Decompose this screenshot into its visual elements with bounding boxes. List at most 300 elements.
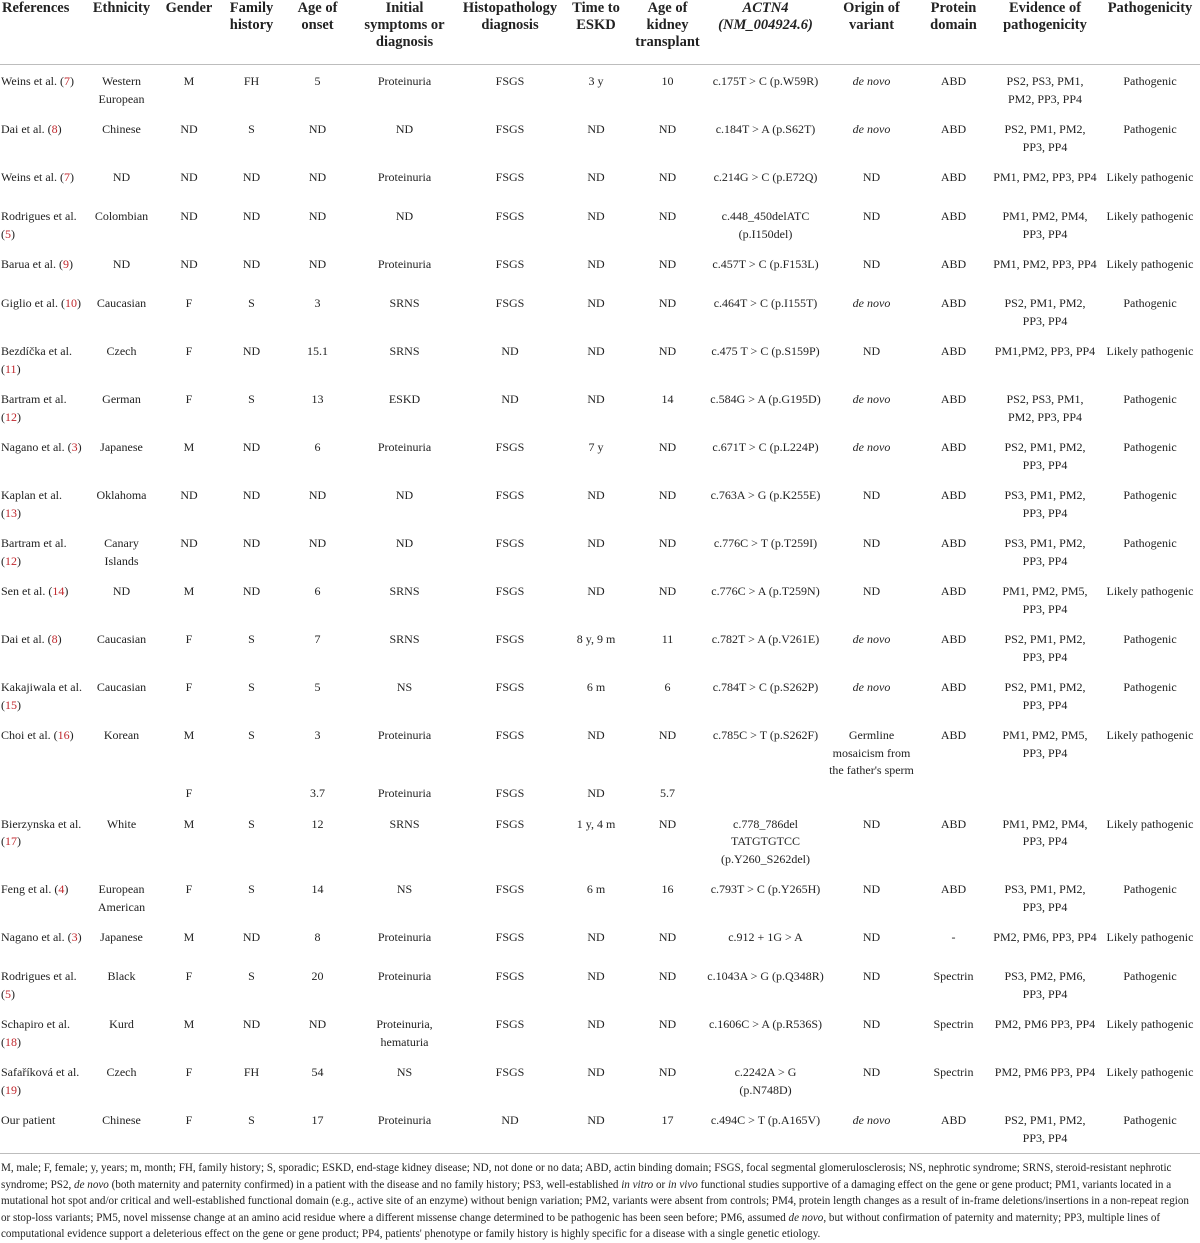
cell-origin: Germline mosaicism from the father's sperm [829, 728, 914, 777]
reference-author: Bierzynska et al. ( [1, 816, 82, 848]
cell-evidence: PS2, PS3, PM1, PM2, PP3, PP4 [1006, 392, 1084, 424]
cell-initial-symptoms: ND [395, 488, 414, 502]
cell-origin: ND [862, 882, 881, 896]
cell-time-to-eskd: ND [562, 1104, 630, 1154]
cell-reference [0, 161, 84, 200]
cell-gender: F [185, 785, 193, 800]
cell-age-of-onset: ND [308, 170, 327, 184]
cell-ethnicity: Colombian [94, 209, 149, 223]
cell-ethnicity: Japanese [100, 440, 143, 454]
cell-initial-symptoms: Proteinuria [377, 930, 432, 944]
cell-histopathology: ND [458, 1104, 562, 1154]
table-row [0, 479, 1200, 527]
reference-close-paren: ) [17, 697, 21, 712]
cell-reference [0, 921, 84, 960]
cell-origin: de novo [852, 680, 891, 694]
cell-protein-domain: ABD [940, 882, 967, 896]
cell-evidence: PS2, PM1, PM2, PP3, PP4 [1004, 680, 1086, 712]
cell-histopathology: FSGS [495, 728, 525, 742]
cell-protein-domain: ABD [940, 209, 967, 223]
cell-time-to-eskd: ND [587, 488, 605, 502]
table-row [0, 65, 1200, 114]
reference-author: Choi et al. ( [1, 728, 58, 742]
reference-citation-link[interactable]: 7 [64, 170, 71, 184]
cell-family-history: ND [242, 584, 261, 598]
table-row [0, 785, 1200, 808]
header-row [0, 0, 1200, 65]
cell-age-of-onset: 3 [314, 296, 321, 310]
reference-close-paren: ) [17, 505, 21, 520]
reference-close-paren: ) [64, 584, 69, 598]
cell-protein-domain: ABD [940, 296, 967, 310]
cell-protein-domain: ABD [940, 680, 967, 694]
cell-age-of-onset: 13 [311, 392, 324, 406]
cell-variant: c.793T > C (p.Y265H) [710, 882, 821, 896]
cell-time-to-eskd: ND [587, 257, 605, 271]
reference-citation-link[interactable]: 11 [5, 361, 17, 376]
reference-citation-link[interactable]: 16 [57, 728, 70, 742]
cell-pathogenicity: Pathogenic [1123, 882, 1177, 896]
reference-author: Schapiro et al. ( [1, 1017, 70, 1049]
cell-reference [0, 1056, 84, 1104]
cell-protein-domain: ABD [940, 728, 967, 742]
cell-origin: de novo [852, 392, 891, 406]
cell-family-history: ND [242, 209, 261, 223]
cell-age-of-transplant: ND [658, 584, 677, 598]
table-row [0, 719, 1200, 785]
cell-histopathology: FSGS [495, 1065, 525, 1079]
cell-protein-domain: ABD [917, 1104, 990, 1154]
cell-time-to-eskd: ND [587, 785, 605, 800]
cell-age-of-transplant: ND [658, 728, 677, 742]
cell-pathogenicity: Likely pathogenic [1106, 209, 1194, 223]
cell-time-to-eskd: 7 y [588, 440, 604, 454]
table-row [0, 383, 1200, 431]
cell-ethnicity: Korean [103, 728, 140, 742]
reference-author: Dai et al. ( [1, 122, 52, 136]
reference-close-paren: ) [77, 440, 82, 454]
cell-ethnicity: Chinese [84, 1104, 159, 1154]
cell-pathogenicity: Pathogenic [1123, 969, 1177, 983]
cell-ethnicity: Kurd [109, 1017, 134, 1031]
reference-citation-link[interactable]: 12 [5, 409, 17, 424]
cell-initial-symptoms: Proteinuria, hematuria [376, 1017, 433, 1049]
reference-close-paren: ) [70, 170, 75, 184]
cell-histopathology: FSGS [495, 536, 525, 550]
cell-age-of-onset: 15.1 [307, 344, 328, 358]
cell-protein-domain: ABD [940, 536, 967, 550]
cell-evidence: PM2, PM6 PP3, PP4 [994, 1065, 1096, 1079]
cell-gender: F [185, 969, 193, 983]
cell-histopathology: FSGS [495, 785, 525, 800]
cell-reference [0, 960, 84, 1008]
cell-variant: c.464T > C (p.I155T) [713, 296, 818, 310]
cell-pathogenicity: Likely pathogenic [1106, 728, 1194, 742]
cell-pathogenicity: Likely pathogenic [1106, 170, 1194, 184]
cell-reference [0, 113, 84, 161]
reference-author: Rodrigues et al. ( [1, 209, 77, 241]
header-initial-symptoms: Initial symptoms or diagnosis [351, 0, 458, 65]
cell-variant: c.1043A > G (p.Q348R) [707, 969, 824, 983]
cell-variant: c.2242A > G (p.N748D) [734, 1065, 797, 1097]
cell-gender: M [183, 440, 195, 454]
cell-initial-symptoms: Proteinuria [377, 785, 432, 800]
cell-protein-domain: - [951, 930, 956, 944]
reference-citation-link[interactable]: 5 [5, 986, 11, 1001]
reference-close-paren: ) [17, 1082, 21, 1097]
cell-histopathology: FSGS [495, 209, 525, 223]
cell-family-history: S [248, 680, 255, 694]
cell-pathogenicity: Likely pathogenic [1106, 1065, 1194, 1079]
cell-age-of-onset: ND [308, 536, 327, 550]
cell-protein-domain: ABD [940, 816, 967, 831]
reference-citation-link[interactable]: 5 [5, 226, 11, 241]
cell-pathogenicity: Pathogenic [1123, 488, 1177, 502]
cell-protein-domain: Spectrin [933, 1017, 974, 1031]
cell-ethnicity: German [102, 392, 141, 406]
footnote-italic: in vivo [667, 1178, 698, 1191]
cell-histopathology: ND [501, 392, 519, 406]
reference-close-paren: ) [64, 882, 69, 896]
reference-author: Giglio et al. ( [1, 296, 65, 310]
cell-evidence: PM1, PM2, PP3, PP4 [993, 170, 1097, 184]
cell-age-of-transplant: ND [658, 536, 677, 550]
table-row [0, 671, 1200, 719]
cell-family-history: ND [242, 1017, 261, 1031]
reference-close-paren: ) [17, 1034, 21, 1049]
reference-author: Nagano et al. ( [1, 440, 72, 454]
cell-origin: ND [862, 257, 881, 271]
cell-age-of-transplant: ND [658, 930, 677, 944]
cell-pathogenicity: Pathogenic [1100, 1104, 1200, 1154]
cell-reference [0, 575, 84, 623]
cell-initial-symptoms: NS [396, 680, 413, 694]
cell-reference [0, 383, 84, 431]
cell-histopathology: FSGS [495, 488, 525, 502]
reference-citation-link[interactable]: 7 [64, 74, 71, 88]
cell-age-of-transplant: ND [658, 1017, 677, 1031]
cell-initial-symptoms: Proteinuria [377, 440, 432, 454]
cell-time-to-eskd: ND [587, 1017, 605, 1031]
cell-age-of-transplant: ND [658, 488, 677, 502]
cell-variant: c.784T > C (p.S262P) [712, 680, 819, 694]
cell-time-to-eskd: ND [587, 392, 605, 406]
cell-age-of-onset: 20 [311, 969, 324, 983]
header-time-to-eskd: Time to ESKD [562, 0, 630, 65]
cell-age-of-onset: 3.7 [310, 785, 325, 800]
header-protein-domain: Protein domain [917, 0, 990, 65]
cell-time-to-eskd: ND [587, 122, 605, 136]
cell-ethnicity: ND [112, 257, 131, 271]
cell-protein-domain: ABD [940, 488, 967, 502]
cell-age-of-transplant: 16 [661, 882, 674, 896]
cell-age-of-transplant: 6 [664, 680, 671, 694]
cell-pathogenicity: Likely pathogenic [1106, 1017, 1194, 1031]
cell-pathogenicity: Pathogenic [1123, 680, 1177, 694]
reference-citation-link[interactable]: 4 [58, 882, 65, 896]
cell-evidence: PS2, PM1, PM2, PP3, PP4 [990, 1104, 1100, 1154]
cell-age-of-transplant: ND [658, 816, 677, 831]
reference-close-paren: ) [70, 74, 75, 88]
reference-citation-link[interactable]: 8 [51, 122, 58, 136]
cell-ethnicity: Caucasian [96, 296, 147, 310]
cell-family-history: ND [242, 488, 261, 502]
cell-histopathology: FSGS [495, 969, 525, 983]
reference-citation-link[interactable]: 15 [5, 697, 17, 712]
cell-reference [0, 671, 84, 719]
footnote-text: functional studies supportive of a damaging effect on the gene or gene product; PM1, variants located in a mutational hot spot and/or critical and well-established functional domain (e.g., active site of an enzyme) without benign variation; PM2, variants were absent from controls; PM4, protein length changes as a result of in-frame deletions/insertions in a non-repeat region or stop-loss variants; PM5, novel missense change at an amino acid residue where a different missense change determined to be pathogenic has been seen before; PM6, assumed [1, 1178, 1189, 1224]
reference-close-paren: ) [68, 257, 73, 271]
cell-origin: ND [862, 1017, 881, 1031]
cell-gender: ND [180, 209, 198, 223]
cell-family-history: ND [242, 170, 261, 184]
cell-origin: ND [862, 488, 881, 502]
cell-initial-symptoms: Proteinuria [377, 257, 432, 271]
table-footnote [0, 1154, 1200, 1243]
cell-initial-symptoms: Proteinuria [377, 170, 432, 184]
table-row [0, 248, 1200, 287]
cell-ethnicity: ND [112, 170, 131, 184]
table-row [0, 1104, 1200, 1154]
reference-citation-link[interactable]: 10 [64, 296, 77, 310]
cell-reference [0, 65, 84, 114]
cell-family-history: S [248, 632, 255, 646]
cell-age-of-onset: 17 [284, 1104, 351, 1154]
cell-reference [0, 808, 84, 874]
header-family-history: Family history [219, 0, 284, 65]
cell-age-of-transplant: ND [658, 1065, 677, 1079]
header-origin-of-variant: Origin of variant [826, 0, 917, 65]
cell-gender: F [185, 296, 193, 310]
cell-gender: M [183, 728, 195, 742]
cell-family-history: S [248, 392, 255, 406]
table-row [0, 960, 1200, 1008]
cell-time-to-eskd: 3 y [588, 74, 604, 88]
cell-variant: c.184T > A (p.S62T) [715, 122, 816, 136]
cell-evidence: PM1, PM2, PM4, PP3, PP4 [1002, 816, 1088, 848]
reference-author: Rodrigues et al. ( [1, 969, 77, 1001]
cell-time-to-eskd: ND [587, 584, 605, 598]
cell-age-of-onset: 6 [314, 440, 321, 454]
reference-author: Bezdíčka et al. ( [1, 344, 72, 376]
cell-origin: de novo [852, 122, 891, 136]
cell-evidence: PS2, PM1, PM2, PP3, PP4 [1004, 440, 1086, 472]
cell-initial-symptoms: Proteinuria [351, 1104, 458, 1154]
cell-variant: c.448_450delATC (p.I150del) [721, 209, 810, 241]
cell-protein-domain [917, 785, 990, 808]
cell-reference [0, 623, 84, 671]
cell-time-to-eskd: 6 m [586, 882, 606, 896]
footnote-text: M, male; F, female; y, years; m, month; FH, family history; S, sporadic; ESKD, end-stage kidney disease; ND, not done or no data; ABD, actin binding domain; FSGS, focal segmental glomerulosclerosis; NS, nephrotic syndrome; SRNS, steroid-resistant nephrotic syndrome; PS2, [1, 1162, 1172, 1191]
cell-variant: c.584G > A (p.G195D) [710, 392, 821, 406]
cell-histopathology: FSGS [495, 170, 525, 184]
table-body [0, 65, 1200, 1154]
cell-reference [0, 287, 84, 335]
cell-age-of-onset: ND [308, 122, 327, 136]
table-row [0, 113, 1200, 161]
reference-close-paren: ) [16, 361, 21, 376]
cell-pathogenicity: Pathogenic [1123, 536, 1177, 550]
cell-family-history: ND [242, 257, 261, 271]
cell-evidence: PS3, PM2, PM6, PP3, PP4 [1004, 969, 1086, 1001]
cell-age-of-onset: ND [308, 1017, 327, 1031]
reference-citation-link[interactable]: 8 [51, 632, 58, 646]
cell-reference [0, 527, 84, 575]
table-row [0, 873, 1200, 921]
cell-age-of-onset: 7 [314, 632, 321, 646]
cell-family-history: ND [242, 536, 261, 550]
cell-family-history [219, 785, 284, 808]
cell-ethnicity: White [106, 816, 137, 831]
header-ethnicity: Ethnicity [84, 0, 159, 65]
reference-author: Kaplan et al. ( [1, 488, 62, 520]
reference-citation-link[interactable]: 18 [5, 1034, 17, 1049]
reference-citation-link[interactable]: 17 [5, 834, 17, 848]
reference-author: Bartram et al. ( [1, 392, 67, 424]
cell-gender: F [185, 344, 193, 358]
cell-evidence: PM1, PM2, PP3, PP4 [993, 257, 1097, 271]
cell-evidence: PS3, PM1, PM2, PP3, PP4 [1004, 882, 1086, 914]
cell-initial-symptoms: SRNS [389, 632, 420, 646]
footnote-text: (both maternity and paternity confirmed) in a patient with the disease and no family history; PS3, well-established [108, 1178, 622, 1191]
cell-reference [0, 719, 84, 785]
cell-gender: F [185, 1065, 193, 1079]
reference-citation-link[interactable]: 14 [52, 584, 65, 598]
cell-protein-domain: ABD [940, 440, 967, 454]
cell-pathogenicity: Likely pathogenic [1106, 584, 1194, 598]
cell-pathogenicity: Likely pathogenic [1106, 344, 1194, 358]
cell-age-of-transplant: 10 [661, 74, 674, 88]
cell-age-of-transplant: 17 [630, 1104, 705, 1154]
cell-variant: c.912 + 1G > A [728, 930, 803, 944]
reference-citation-link[interactable]: 19 [5, 1082, 17, 1097]
cell-reference [0, 431, 84, 479]
cell-initial-symptoms: Proteinuria [377, 728, 432, 742]
cell-protein-domain: ABD [940, 74, 967, 88]
cell-ethnicity: Czech [106, 1065, 137, 1079]
cell-family-history: S [219, 1104, 284, 1154]
reference-close-paren: ) [17, 553, 21, 568]
reference-citation-link[interactable]: 3 [71, 930, 78, 944]
reference-author: Bartram et al. ( [1, 536, 67, 568]
cell-protein-domain: ABD [940, 122, 967, 136]
reference-author: Weins et al. ( [1, 170, 65, 184]
reference-citation-link[interactable]: 12 [5, 553, 17, 568]
cell-histopathology: FSGS [495, 680, 525, 694]
cell-evidence: PS2, PS3, PM1, PM2, PP3, PP4 [1006, 74, 1084, 106]
cell-protein-domain: ABD [940, 170, 967, 184]
cell-pathogenicity: Likely pathogenic [1106, 930, 1194, 944]
header-histopathology: Histopathology diagnosis [458, 0, 562, 65]
cell-histopathology: FSGS [495, 1017, 525, 1031]
cell-ethnicity: Chinese [102, 122, 141, 136]
cell-ethnicity: ND [112, 584, 131, 598]
cell-pathogenicity: Pathogenic [1123, 296, 1177, 310]
cell-family-history: S [248, 816, 255, 831]
cell-family-history: FH [243, 74, 260, 88]
header-age-of-onset: Age of onset [284, 0, 351, 65]
cell-gender: M [183, 816, 195, 831]
reference-close-paren: ) [11, 226, 15, 241]
cell-reference [0, 785, 84, 808]
cell-initial-symptoms: ND [395, 122, 414, 136]
cell-initial-symptoms: ND [395, 536, 414, 550]
table-row [0, 575, 1200, 623]
cell-histopathology: FSGS [495, 440, 525, 454]
cell-reference [0, 1104, 84, 1154]
cell-variant: c.776C > A (p.T259N) [711, 584, 820, 598]
cell-variant: c.776C > T (p.T259I) [713, 536, 818, 550]
cell-gender: ND [180, 257, 198, 271]
reference-author: Sen et al. ( [1, 584, 53, 598]
cell-origin: ND [862, 930, 881, 944]
cell-age-of-onset: 3 [314, 728, 321, 742]
table-row [0, 431, 1200, 479]
cell-ethnicity: Czech [106, 344, 137, 358]
cell-ethnicity: European American [97, 882, 146, 914]
cell-gender: M [183, 584, 195, 598]
cell-time-to-eskd: ND [587, 1065, 605, 1079]
cell-histopathology: FSGS [495, 584, 525, 598]
cell-time-to-eskd: ND [587, 344, 605, 358]
cell-age-of-transplant: ND [658, 257, 677, 271]
cell-origin: ND [862, 170, 881, 184]
cell-pathogenicity: Pathogenic [1123, 632, 1177, 646]
reference-citation-link[interactable]: 13 [5, 505, 17, 520]
reference-author: Feng et al. ( [1, 882, 59, 896]
cell-family-history: S [248, 122, 255, 136]
cell-histopathology: FSGS [495, 257, 525, 271]
cell-origin: de novo [852, 296, 891, 310]
cell-age-of-transplant: ND [658, 440, 677, 454]
cell-histopathology: FSGS [495, 74, 525, 88]
table-row [0, 287, 1200, 335]
cell-initial-symptoms: SRNS [389, 584, 420, 598]
cell-protein-domain: ABD [940, 584, 967, 598]
reference-citation-link[interactable]: 9 [62, 257, 69, 271]
header-age-of-transplant: Age of kidney transplant [630, 0, 705, 65]
cell-ethnicity: Western European [98, 74, 145, 106]
cell-age-of-transplant: ND [658, 969, 677, 983]
reference-author: Nagano et al. ( [1, 930, 72, 944]
cell-pathogenicity [1100, 785, 1200, 808]
cell-gender: F [185, 392, 193, 406]
reference-close-paren: ) [17, 409, 21, 424]
reference-author: Our patient [1, 1113, 56, 1127]
cell-histopathology: FSGS [495, 930, 525, 944]
cell-time-to-eskd: ND [587, 209, 605, 223]
cell-age-of-onset: ND [308, 257, 327, 271]
cell-origin: ND [862, 816, 881, 831]
cell-evidence: PM1, PM2, PM5, PP3, PP4 [1002, 728, 1088, 760]
cell-initial-symptoms: NS [396, 882, 413, 896]
cell-origin [826, 785, 917, 808]
table-row [0, 200, 1200, 248]
cell-age-of-onset: ND [308, 488, 327, 502]
cell-evidence: PS2, PM1, PM2, PP3, PP4 [1004, 632, 1086, 664]
reference-citation-link[interactable]: 3 [71, 440, 78, 454]
cell-initial-symptoms: SRNS [389, 296, 420, 310]
cell-evidence: PM1, PM2, PM5, PP3, PP4 [1002, 584, 1088, 616]
cell-ethnicity: Canary Islands [104, 536, 139, 568]
cell-initial-symptoms: SRNS [389, 344, 420, 358]
cell-evidence: PS2, PM1, PM2, PP3, PP4 [1004, 122, 1086, 154]
cell-time-to-eskd: ND [587, 930, 605, 944]
cell-origin: de novo [852, 74, 891, 88]
cell-initial-symptoms: NS [396, 1065, 413, 1079]
cell-family-history: S [248, 969, 255, 983]
cell-age-of-transplant: 5.7 [660, 785, 675, 800]
